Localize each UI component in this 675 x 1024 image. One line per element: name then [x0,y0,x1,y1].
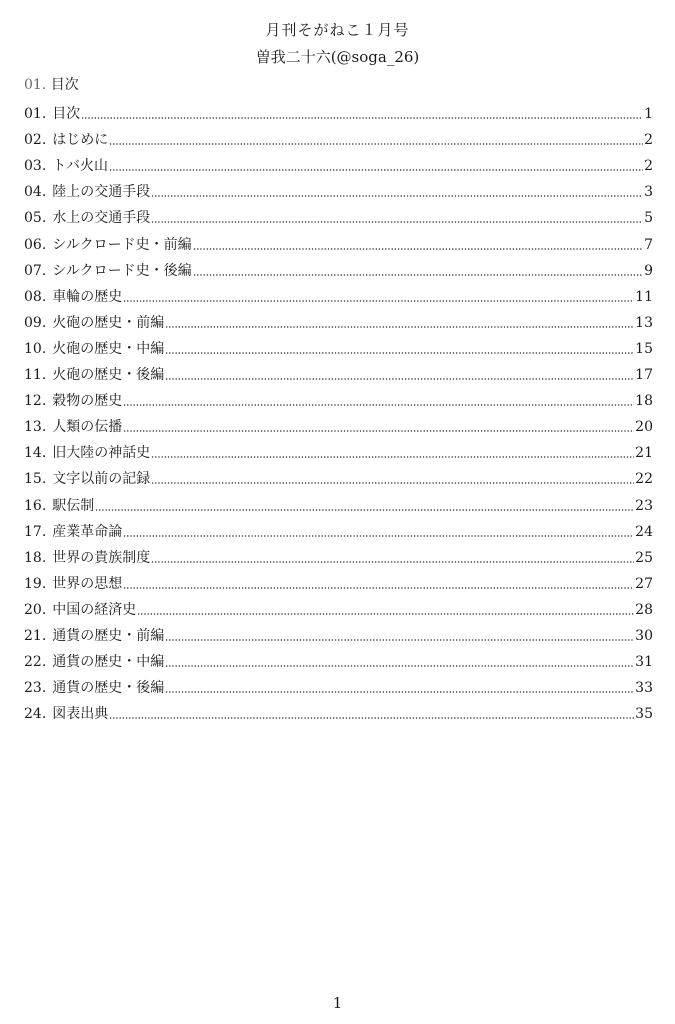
toc-entry-page: 21 [635,445,653,462]
toc-entry-title: 水上の交通手段 [52,210,151,227]
toc-entry-page: 11 [635,288,653,305]
toc-entry[interactable] [24,516,653,542]
toc-entry-page: 31 [635,654,653,671]
dot-leader [109,143,643,145]
toc-entry[interactable] [24,307,653,333]
toc-entry-title: 火砲の歴史・後編 [52,367,165,384]
dot-leader [109,169,643,171]
toc-entry-title: 火砲の歴史・中編 [52,340,165,357]
toc-heading-label: 目次 [50,77,79,93]
dot-leader [165,326,634,328]
toc-entry-page: 13 [635,314,653,331]
toc-entry-page: 25 [635,549,653,566]
dot-leader [165,665,634,667]
dot-leader [123,300,634,302]
toc-entry-number: 13. [24,419,47,436]
dot-leader [123,587,634,589]
dot-leader [165,378,634,380]
dot-leader [151,195,643,197]
toc-entry-page: 18 [635,393,653,410]
dot-leader [151,561,634,563]
toc-entry-number: 18. [24,549,47,566]
toc-entry-page: 24 [635,523,653,540]
toc-entry[interactable] [24,385,653,411]
toc-entry-number: 22. [24,654,47,671]
dot-leader [123,430,634,432]
toc-entry-title: 通貨の歴史・前編 [52,627,165,644]
table-of-contents [24,98,653,724]
toc-entry-title: 駅伝制 [52,497,95,514]
toc-entry-page: 9 [644,262,653,279]
dot-leader [165,352,634,354]
toc-entry[interactable] [24,202,653,228]
dot-leader [109,717,634,719]
toc-entry-number: 15. [24,471,47,488]
toc-entry-page: 1 [644,106,653,123]
toc-entry[interactable] [24,672,653,698]
toc-entry-number: 19. [24,575,47,592]
toc-entry-number: 06. [24,236,47,253]
toc-entry-number: 04. [24,184,47,201]
author-line: 曽我二十六(@soga_26) [255,48,420,66]
dot-leader [137,613,634,615]
toc-entry-number: 20. [24,601,47,618]
toc-entry-title: 人類の伝播 [52,419,123,436]
toc-entry-page: 15 [635,340,653,357]
toc-entry[interactable] [24,333,653,359]
toc-entry-number: 01. [24,106,47,123]
dot-leader [81,117,643,119]
toc-entry-title: 穀物の歴史 [52,393,123,410]
toc-entry-title: 旧大陸の神話史 [52,445,151,462]
toc-entry[interactable] [24,359,653,385]
toc-entry-page: 22 [635,471,653,488]
dot-leader [95,509,634,511]
toc-entry-page: 3 [644,184,653,201]
toc-entry-title: 文字以前の記録 [52,471,151,488]
dot-leader [151,221,643,223]
toc-entry[interactable] [24,620,653,646]
toc-entry-page: 35 [635,706,653,723]
toc-entry-title: 車輪の歴史 [52,288,123,305]
toc-entry-number: 14. [24,445,47,462]
toc-entry-number: 12. [24,393,47,410]
toc-entry-page: 30 [635,627,653,644]
dot-leader [123,535,634,537]
page-title: 月刊そがねこ１月号 [265,21,410,39]
toc-entry-page: 20 [635,419,653,436]
toc-entry-title: 産業革命論 [52,523,123,540]
toc-entry-title: トバ火山 [52,158,108,175]
toc-entry-title: はじめに [52,132,109,149]
toc-entry-title: 世界の思想 [52,575,123,592]
toc-entry[interactable] [24,542,653,568]
toc-entry-number: 16. [24,497,47,514]
dot-leader [151,456,634,458]
toc-entry-number: 24. [24,706,47,723]
toc-entry-number: 09. [24,314,47,331]
toc-entry-title: 中国の経済史 [52,601,137,618]
toc-entry-number: 03. [24,158,47,175]
toc-entry-title: シルクロード史・前編 [52,236,192,253]
toc-entry-number: 23. [24,680,47,697]
toc-entry-number: 17. [24,523,47,540]
toc-entry-number: 07. [24,262,47,279]
toc-entry[interactable] [24,437,653,463]
dot-leader [193,274,643,276]
toc-entry-number: 21. [24,627,47,644]
toc-entry-page: 33 [635,680,653,697]
toc-entry-title: 世界の貴族制度 [52,549,151,566]
toc-entry-number: 10. [24,340,47,357]
toc-heading [24,74,79,96]
dot-leader [165,639,634,641]
page-number: 1 [332,994,343,1012]
toc-entry[interactable] [24,594,653,620]
toc-entry-number: 02. [24,132,47,149]
toc-entry[interactable] [24,646,653,672]
toc-entry-page: 2 [644,132,653,149]
toc-entry-page: 17 [635,367,653,384]
toc-entry-title: 通貨の歴史・中編 [52,654,165,671]
toc-entry[interactable] [24,463,653,489]
toc-entry-number: 11. [24,367,47,384]
toc-entry-number: 08. [24,288,47,305]
toc-entry[interactable] [24,228,653,254]
toc-entry-page: 2 [644,158,653,175]
toc-entry-title: 陸上の交通手段 [52,184,151,201]
toc-entry-title: 火砲の歴史・前編 [52,314,165,331]
toc-entry-page: 7 [644,236,653,253]
dot-leader [151,482,634,484]
toc-entry-title: 目次 [52,106,81,123]
dot-leader [165,691,634,693]
dot-leader [123,404,634,406]
toc-entry[interactable] [24,489,653,515]
toc-entry[interactable] [24,698,653,724]
toc-heading-number: 01. [24,77,47,93]
toc-entry[interactable] [24,124,653,150]
toc-entry[interactable] [24,176,653,202]
toc-entry[interactable] [24,98,653,124]
toc-entry[interactable] [24,568,653,594]
toc-entry[interactable] [24,281,653,307]
toc-entry[interactable] [24,411,653,437]
toc-entry-page: 27 [635,575,653,592]
toc-entry[interactable] [24,255,653,281]
toc-entry-page: 28 [635,601,653,618]
toc-entry-title: 図表出典 [52,706,109,723]
toc-entry-number: 05. [24,210,47,227]
dot-leader [193,248,643,250]
toc-entry-title: シルクロード史・後編 [52,262,192,279]
toc-entry[interactable] [24,150,653,176]
toc-entry-page: 5 [644,210,653,227]
toc-entry-page: 23 [635,497,653,514]
toc-entry-title: 通貨の歴史・後編 [52,680,165,697]
